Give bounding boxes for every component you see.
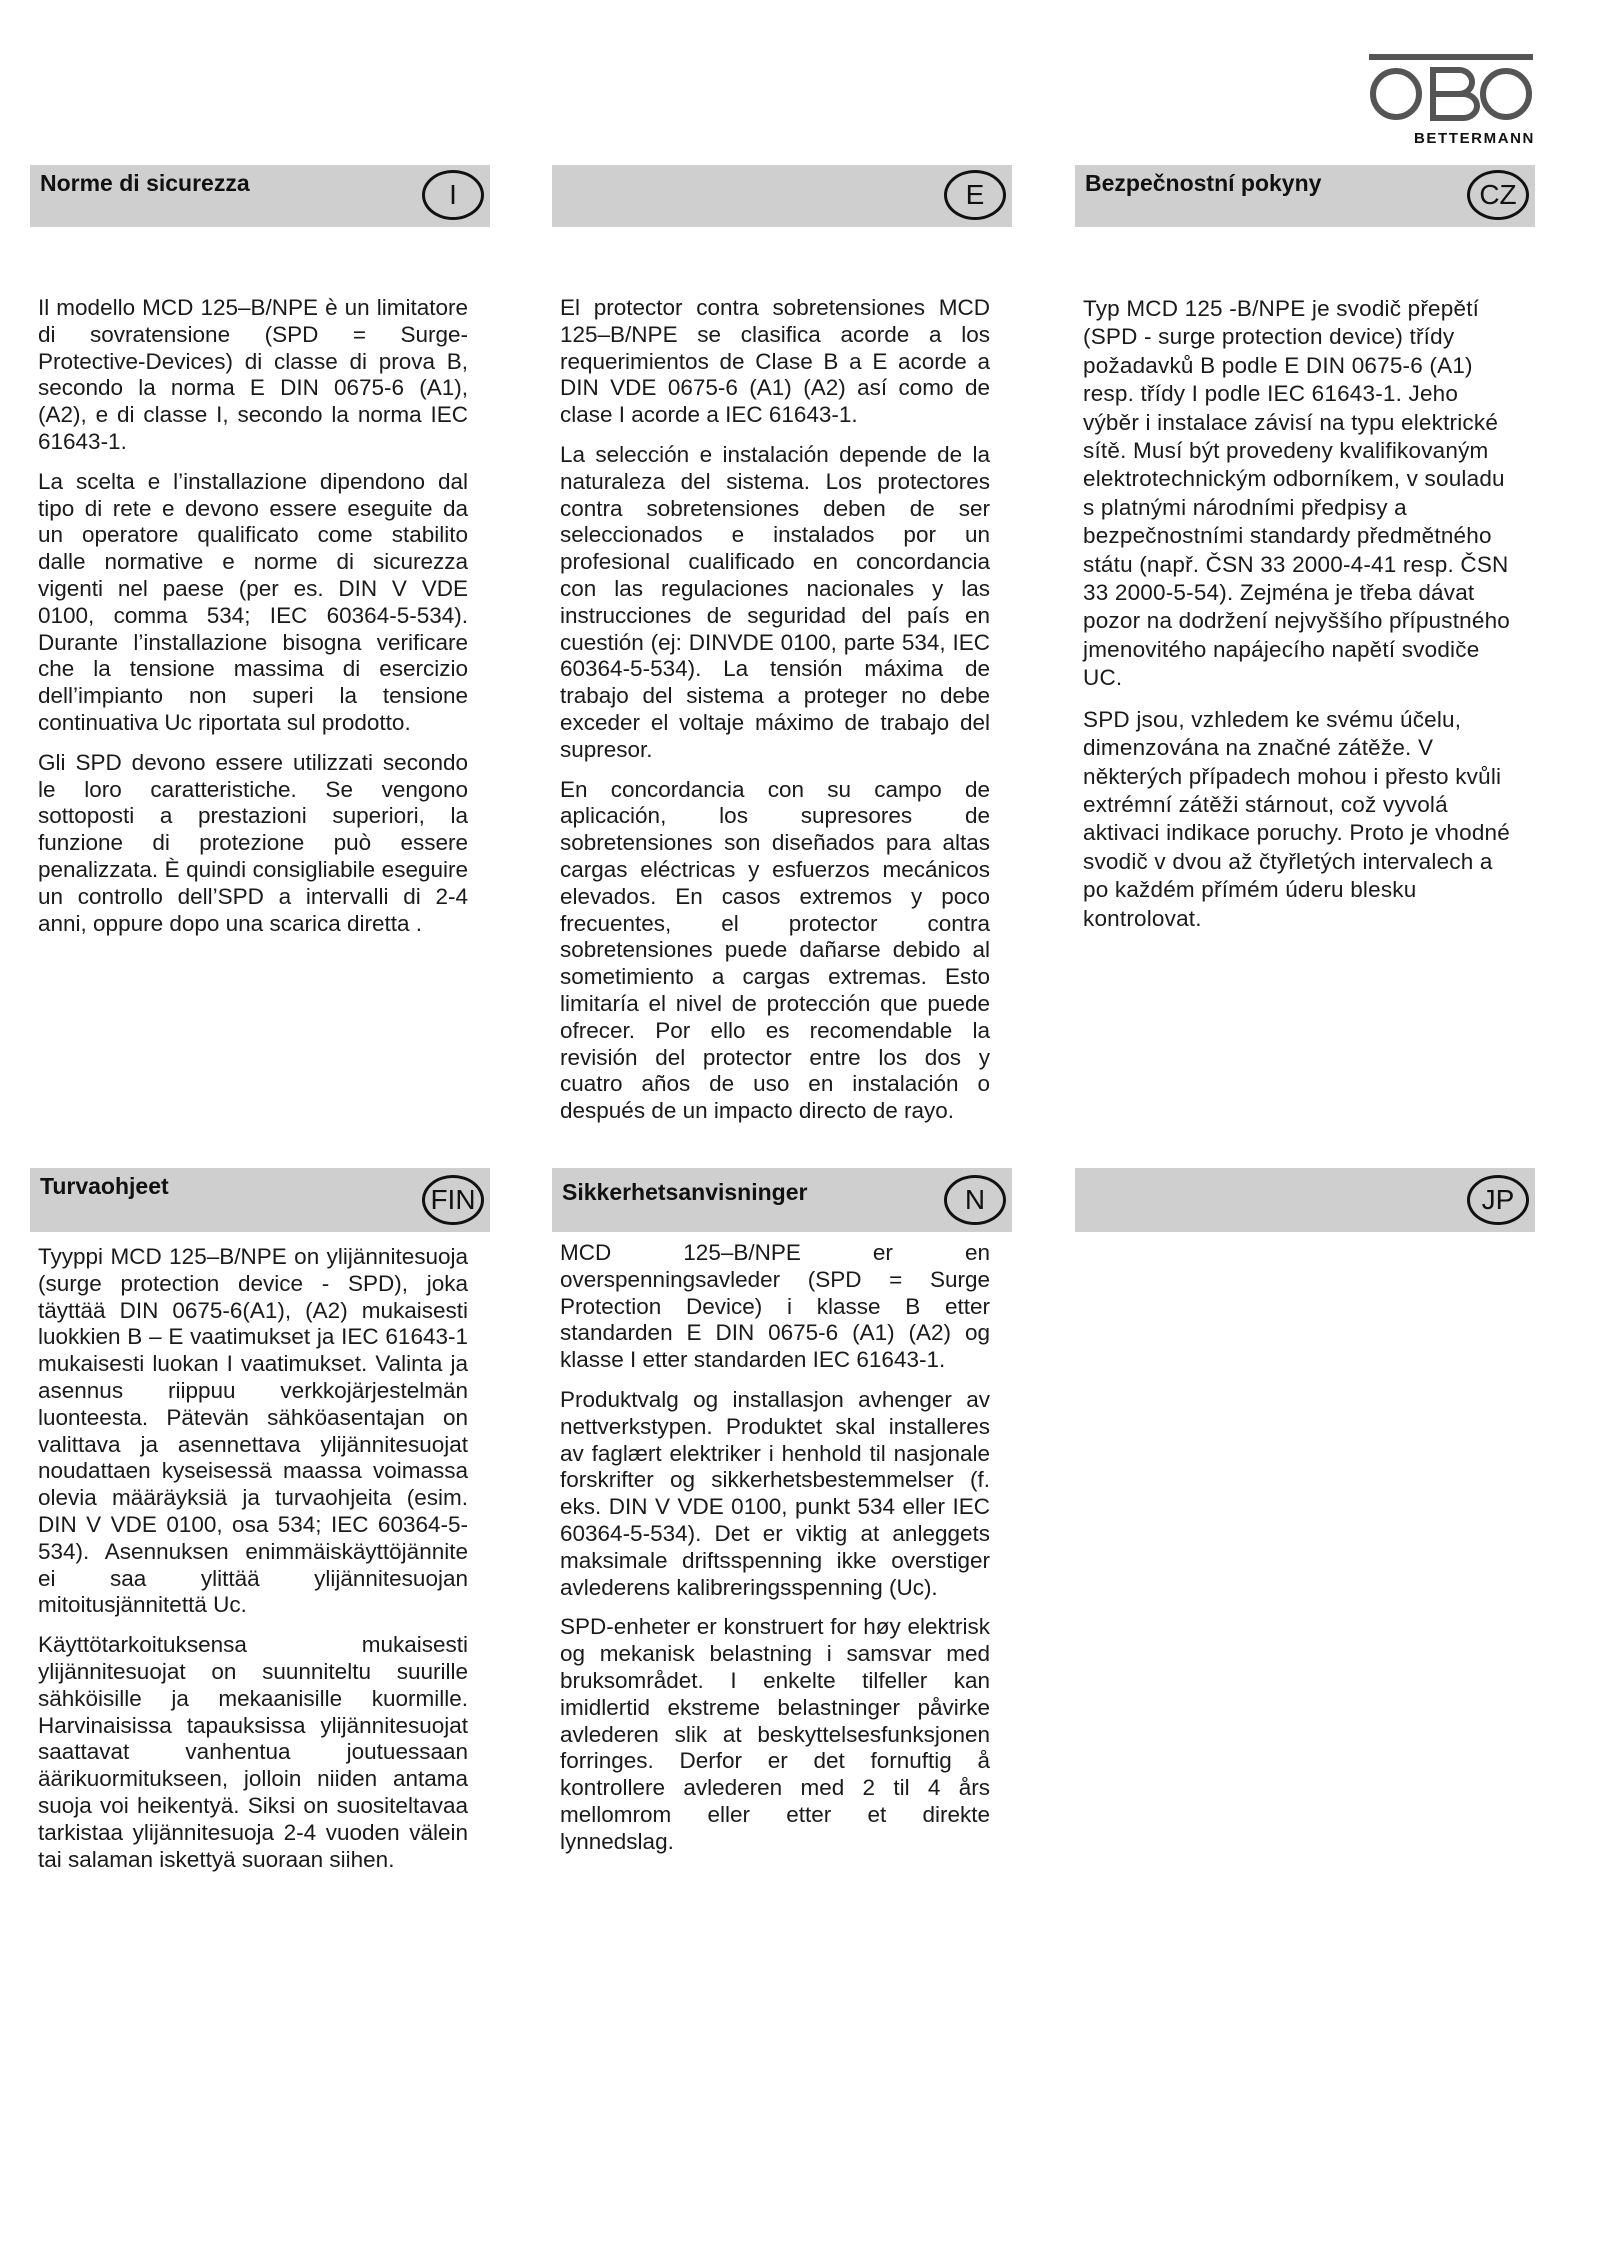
section-spanish [552,165,1012,1215]
language-badge: CZ [1467,170,1529,220]
section-header [1075,1168,1535,1232]
paragraph: Tyyppi MCD 125–B/NPE on ylijännitesuoja (surge protection device - SPD), joka täyttää DIN 0675-6(A1), (A2) mukaisesti luokkien B – E vaatimukset ja IEC 61643-1 mukaisesti luokan I vaatimukset. Valinta ja asennus riippuu verkkojärjestelmän luonteesta. Pätevän sähköasentajan on valittava ja asennettava ylijännitesuojat noudattaen kyseisessä maassa voimassa olevia määräyksiä ja turvaohjeita (esim. DIN V VDE 0100, osa 534; IEC 60364-5-534). Asennuksen enimmäiskäyttöjännite ei saa ylittää ylijännitesuojan mitoitusjännitettä Uᴄ. [38,1244,468,1618]
section-title: Sikkerhetsanvisninger [562,1179,808,1205]
paragraph: SPD jsou, vzhledem ke svému účelu, dimenzována na značné zátěže. V některých případech mohou i přesto kvůli extrémní zátěži stárnout, což vyvolá aktivaci indikace poruchy. Proto je vhodné svodič v dvou až čtyřletých intervalech a po každém přímém úderu blesku kontrolovat. [1083,706,1510,931]
section-norwegian [552,1168,1012,1869]
section-header [1075,165,1535,227]
paragraph: La selección e instalación depende de la naturaleza del sistema. Los protectores contra sobretensiones deben de ser seleccionados e instalados por un profesional cualificado en concordancia con las regulaciones nacionales y las instrucciones de seguridad del país en cuestión (ej: DINVDE 0100, parte 534, IEC 60364-5-534). La tensión máxima de trabajo del sistema a proteger no debe exceder el voltaje máximo de trabajo del supresor. [560,441,990,762]
paragraph: Käyttötarkoituksensa mukaisesti ylijännitesuojat on suunniteltu suurille sähköisille ja mekaanisille kuormille. Harvinaisissa tapauksissa ylijännitesuojat saattavat vanhentua joutuessaan äärikuormitukseen, jolloin niiden antama suoja voi heikentyä. Siksi on suositeltavaa tarkistaa ylijännitesuoja 2-4 vuoden välein tai salaman iskettyä suoraan siihen. [38,1632,468,1872]
section-header [552,1168,1012,1232]
obo-logo-mark [1367,52,1535,124]
section-body [30,295,468,937]
section-body [552,1240,990,1856]
section-header [30,165,490,227]
paragraph: En concordancia con su campo de aplicación, los supresores de sobretensiones son diseñados para altas cargas eléctricas y esfuerzos mecánicos elevados. En casos extremos y poco frecuentes, el protector contra sobretensiones puede dañarse debido al sometimiento a cargas extremas. Esto limitaría el nivel de protección que puede ofrecer. Por ello es recomendable la revisión del protector entre los dos y cuatro años de uso en instalación o después de un impacto directo de rayo. [560,776,990,1124]
section-title: Bezpečnostní pokyny [1085,170,1322,196]
language-badge: E [944,170,1006,220]
section-title: Norme di sicurezza [40,170,250,196]
paragraph: Typ MCD 125 -B/NPE je svodič přepětí (SPD - surge protection device) třídy požadavků B podle E DIN 0675-6 (A1) resp. třídy I podle IEC 61643-1. Jeho výběr i instalace závisí na typu elektrické sítě. Musí být provedeny kvalifikovaným elektrotechnickým odborníkem, v souladu s platnými národními předpisy a bezpečnostními standardy předmětného státu (např. ČSN 33 2000-4-41 resp. ČSN 33 2000-5-54). Zejména je třeba dávat pozor na dodržení nejvyššího přípustného jmenovitého napájecího napětí svodiče UC. [1083,296,1511,691]
paragraph: SPD-enheter er konstruert for høy elektrisk og mekanisk belastning i samsvar med bruksområdet. I enkelte tilfeller kan imidlertid ekstreme belastninger påvirke avlederen slik at beskyttelsesfunksjonen forringes. Derfor er det fornuftig å kontrollere avlederen med 2 til 4 års mellomrom eller etter et direkte lynnedslag. [560,1614,990,1854]
paragraph: Il modello MCD 125–B/NPE è un limitatore di sovratensione (SPD = Surge- Protective-Devices) di classe di prova B, secondo la norma E DIN 0675-6 (A1), (A2), e di classe I, secondo la norma IEC 61643-1. [38,295,468,454]
section-italian [30,165,490,950]
section-body [30,1244,468,1873]
section-title: Turvaohjeet [40,1173,169,1199]
language-badge: I [422,170,484,220]
section-body [1075,295,1513,933]
paragraph: Gli SPD devono essere utilizzati secondo le loro caratteristiche. Se vengono sottoposti a prestazioni superiori, la funzione di protezione può essere penalizzata. È quindi consigliabile eseguire un controllo dell’SPD a intervalli di 2-4 anni, oppure dopo una scarica diretta . [38,749,468,936]
paragraph: Produktvalg og installasjon avhenger av nettverkstypen. Produktet skal installeres av faglært elektriker i henhold til nasjonale forskrifter og sikkerhetsbestemmelser (f. eks. DIN V VDE 0100, punkt 534 eller IEC 60364-5-534). Det er viktig at anleggets maksimale driftsspenning ikke overstiger avlederens kalibreringsspenning (Uᴄ). [560,1386,990,1600]
section-header [552,165,1012,227]
paragraph: El protector contra sobretensiones MCD 125–B/NPE se clasifica acorde a los requerimientos de Clase B a E acorde a DIN VDE 0675-6 (A1) (A2) así como de clase I acorde a IEC 61643-1. [560,295,990,428]
logo-wordmark: BETTERMANN [1414,130,1535,147]
paragraph: La scelta e l’installazione dipendono dal tipo di rete e devono essere eseguite da un operatore qualificato come stabilito dalle normative e norme di sicurezza vigenti nel paese (per es. DIN V VDE 0100, comma 534; IEC 60364-5-534). Durante l’installazione bisogna verificare che la tensione massima di esercizio dell’impianto non superi la tensione continuativa Uᴄ riportata sul prodotto. [38,468,468,735]
language-badge: JP [1467,1175,1529,1225]
language-badge: FIN [422,1175,484,1225]
section-body [552,295,990,1215]
section-finnish [30,1168,490,1886]
paragraph: MCD 125–B/NPE er en overspenningsavleder (SPD = Surge Protection Device) i klasse B etter standarden E DIN 0675-6 (A1) (A2) og klasse I etter standarden IEC 61643-1. [560,1240,990,1373]
section-japanese [1075,1168,1535,1232]
obo-bettermann-logo [1367,52,1535,147]
language-badge: N [944,1175,1006,1225]
section-czech [1075,165,1535,946]
section-header [30,1168,490,1232]
